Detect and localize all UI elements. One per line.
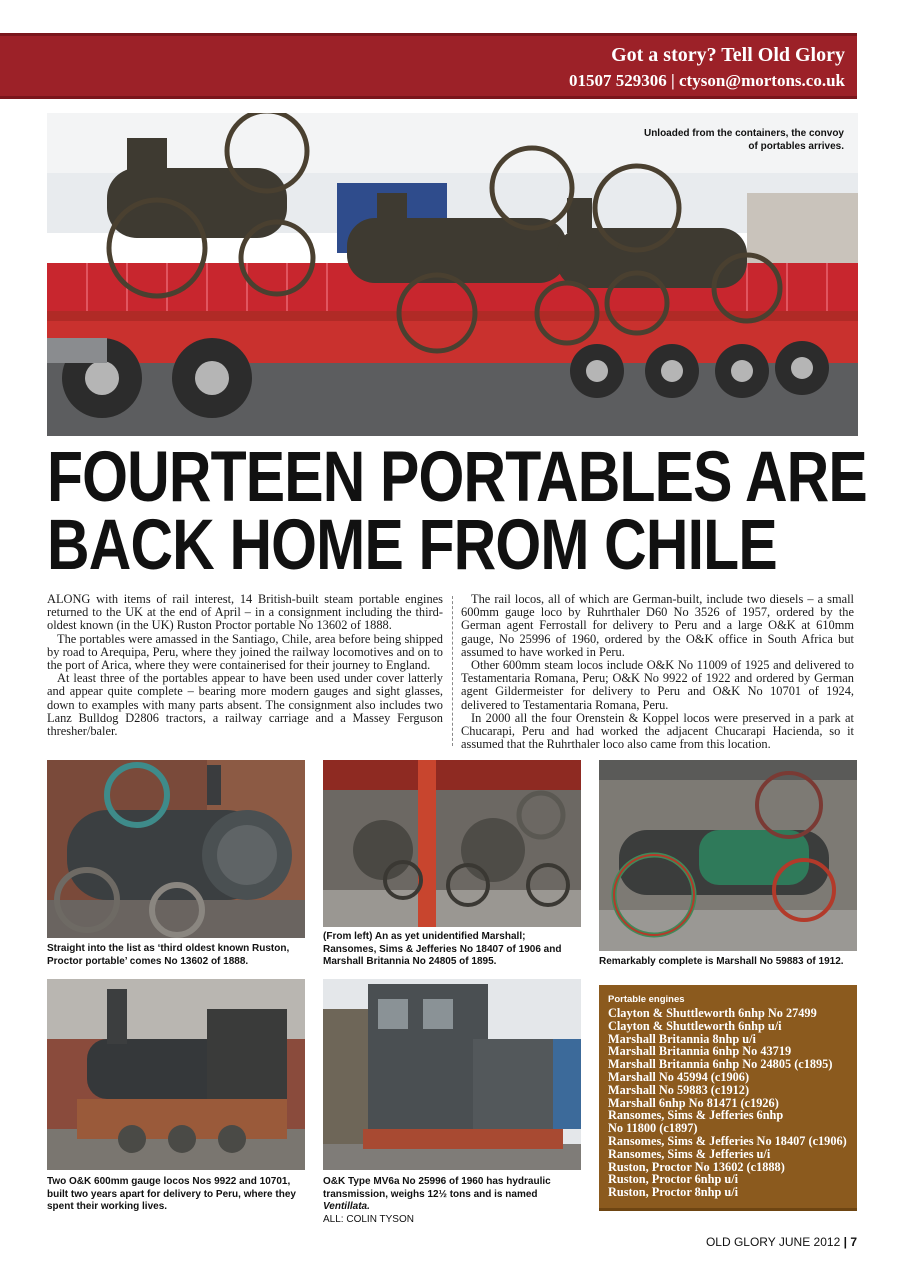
photo-ok-steam-locos bbox=[47, 979, 305, 1170]
list-item: Ruston, Proctor No 13602 (c1888) bbox=[608, 1159, 785, 1174]
photo-shed-portables bbox=[323, 760, 581, 927]
caption-locos: Two O&K 600mm gauge locos Nos 9922 and 10701, built two years apart for delivery to Peru, where they spent their working lives. bbox=[47, 1176, 296, 1212]
footer-magazine: OLD GLORY bbox=[705, 1235, 776, 1249]
article-column-left bbox=[47, 593, 443, 738]
list-item: Clayton & Shuttleworth 6nhp u/i bbox=[608, 1018, 782, 1033]
list-item: Ransomes, Sims & Jefferies No 18407 (c1906) bbox=[608, 1133, 847, 1148]
story-banner bbox=[0, 33, 857, 99]
footer-separator: | bbox=[843, 1235, 847, 1249]
caption-diesel-name: Ventillata. bbox=[323, 1201, 370, 1212]
headline-line-1: FOURTEEN PORTABLES ARE bbox=[47, 438, 867, 517]
portable-engines-list bbox=[599, 985, 857, 1211]
list-item: Ransomes, Sims & Jefferies u/i bbox=[608, 1146, 771, 1161]
list-item: Marshall Britannia 8nhp u/i bbox=[608, 1031, 756, 1046]
list-item: Marshall Britannia 6nhp No 43719 bbox=[608, 1044, 792, 1059]
photo-ruston-portable bbox=[47, 760, 305, 938]
list-item: Marshall Britannia 6nhp No 24805 (c1895) bbox=[608, 1057, 833, 1072]
article-paragraph: In 2000 all the four Orenstein & Koppel locos were preserved in a park at Chucarapi, Peru and had worked the adjacent Chucarapi Hacienda, so it assumed that the Ruhrthaler loco also came from this location. bbox=[461, 710, 854, 752]
caption-diesel-text: O&K Type MV6a No 25996 of 1960 has hydraulic transmission, weighs 12½ tons and is named bbox=[323, 1176, 551, 1200]
photo-marshall-59883 bbox=[599, 760, 857, 951]
list-item: No 11800 (c1897) bbox=[608, 1121, 698, 1136]
list-item: Marshall 6nhp No 81471 (c1926) bbox=[608, 1095, 779, 1110]
list-item: Marshall No 45994 (c1906) bbox=[608, 1069, 750, 1084]
caption-shed: (From left) An as yet unidentified Marshall; Ransomes, Sims & Jefferies No 18407 of 1906 and Marshall Britannia No 24805 of 1895. bbox=[323, 931, 562, 967]
list-item: Ruston, Proctor 6nhp u/i bbox=[608, 1172, 739, 1187]
headline-line-2: BACK HOME FROM CHILE bbox=[47, 506, 777, 585]
headline bbox=[47, 438, 867, 585]
caption-ruston: Straight into the list as ‘third oldest known Ruston, Proctor portable’ comes No 13602 of 1888. bbox=[47, 943, 290, 967]
list-item: Clayton & Shuttleworth 6nhp No 27499 bbox=[608, 1006, 817, 1020]
page-number: 7 bbox=[850, 1235, 857, 1249]
list-title: Portable engines bbox=[608, 994, 685, 1005]
caption-marshall: Remarkably complete is Marshall No 59883 of 1912. bbox=[599, 956, 844, 967]
photo-ok-diesel bbox=[323, 979, 581, 1170]
footer-issue: JUNE 2012 bbox=[778, 1235, 841, 1249]
banner-title: Got a story? Tell Old Glory bbox=[611, 44, 845, 66]
list-item: Ruston, Proctor 8nhp u/i bbox=[608, 1185, 739, 1200]
article-paragraph: The rail locos, all of which are German-built, include two diesels – a small 600mm gauge loco by Ruhrthaler D60 No 3526 of 1957, ordered by the German agent Ferrostall for delivery to Peru and a large O&K at 610mm gauge, No 25996 of 1960, ordered by the O&K office in South Africa but assumed to have worked in Peru. bbox=[461, 592, 854, 659]
banner-contact: 01507 529306 | ctyson@mortons.co.uk bbox=[569, 71, 845, 90]
article-paragraph: At least three of the portables appear to have been used under cover latterly and appear quite complete – bearing more modern gauges and sight glasses, down to examples with many parts absent. The consignment also includes two Lanz Bulldog D2806 tractors, a railway carriage and a Massey Ferguson thresher/baler. bbox=[47, 671, 443, 739]
list-item: Ransomes, Sims & Jefferies 6nhp bbox=[608, 1108, 784, 1123]
photo-credit: ALL: COLIN TYSON bbox=[323, 1213, 414, 1225]
article-paragraph: The portables were amassed in the Santiago, Chile, area before being shipped by road to Arequipa, Peru, where they joined the railway locomotives and on to the port of Arica, where they were containerised for their journey to England. bbox=[47, 631, 443, 673]
hero-photo-lorry-convoy bbox=[47, 113, 858, 436]
column-divider bbox=[452, 596, 453, 746]
hero-photo-caption: Unloaded from the containers, the convoy of portables arrives. bbox=[643, 128, 844, 152]
caption-diesel bbox=[323, 1176, 581, 1226]
article-paragraph: ALONG with items of rail interest, 14 British-built steam portable engines returned to the UK at the end of April – in a consignment including the third-oldest known (in the UK) Ruston Proctor portable No 13602 of 1888. bbox=[47, 592, 443, 633]
list-item: Marshall No 59883 (c1912) bbox=[608, 1082, 750, 1097]
page-footer bbox=[706, 1235, 857, 1249]
article-column-right bbox=[461, 593, 854, 751]
article-paragraph: Other 600mm steam locos include O&K No 11009 of 1925 and delivered to Testamentaria Romana, Peru; O&K No 9922 of 1922 and ordered by German agent Gildermeister for delivery to Peru and O&K No 10701 of 1924, delivered to Testamentaria Romana, Peru. bbox=[461, 658, 854, 712]
